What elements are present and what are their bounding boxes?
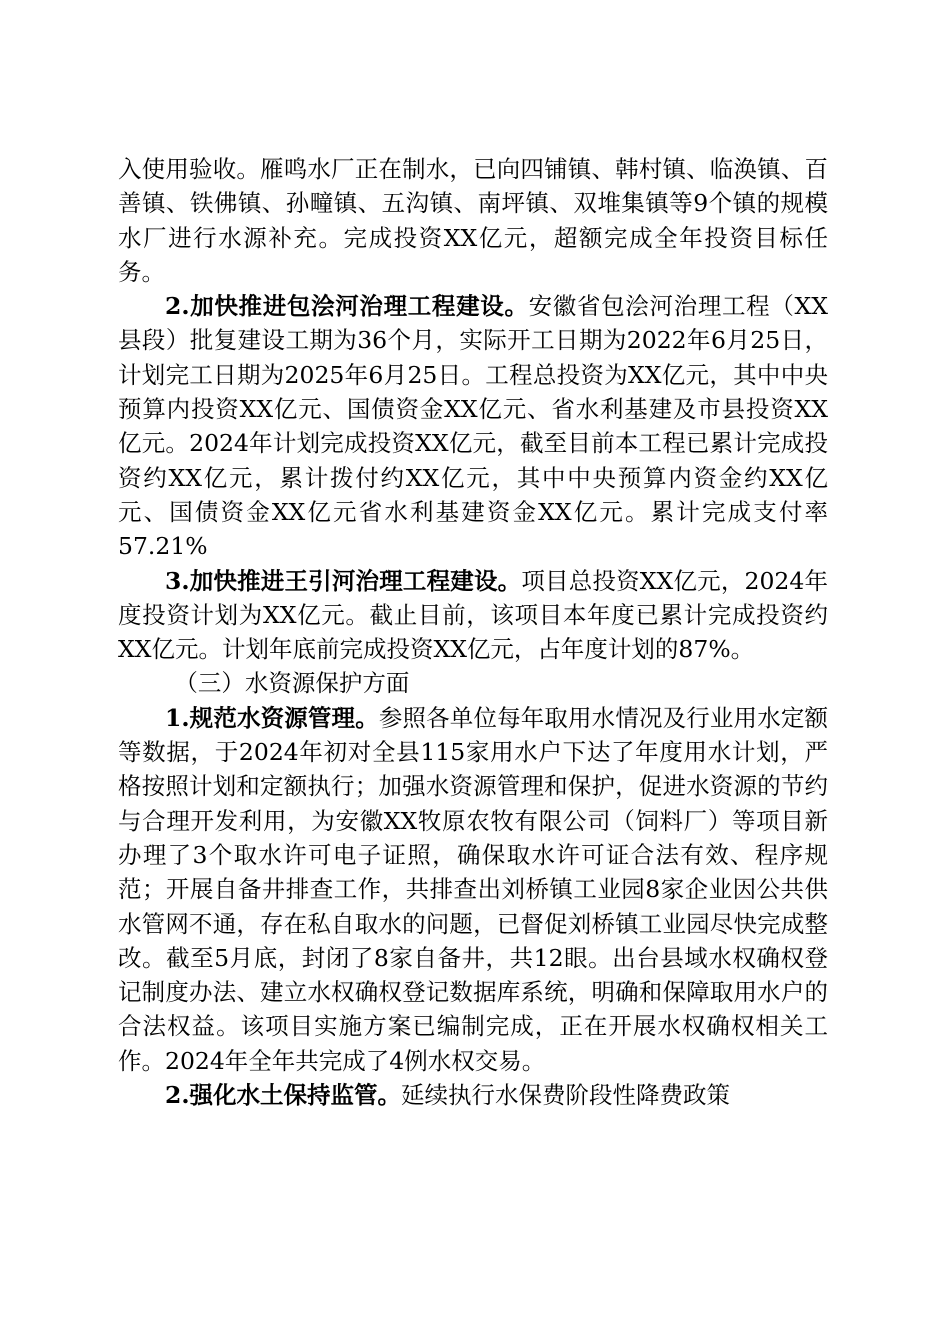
section-heading-water-protection: [118, 666, 828, 700]
paragraph-text: 入使用验收。雁鸣水厂正在制水，已向四铺镇、韩村镇、临涣镇、百善镇、铁佛镇、孙疃镇、五沟镇、南坪镇、双堆集镇等9个镇的规模水厂进行水源补充。完成投资XX亿元，超额完成全年投资目标任务。: [118, 155, 828, 286]
paragraph-water-plant-supply: [118, 152, 828, 289]
paragraph-lead: 2.加快推进包浍河治理工程建设。: [165, 292, 529, 321]
document-body: [118, 152, 828, 1112]
paragraph-lead: 2.强化水土保持监管。: [165, 1081, 402, 1110]
paragraph-lead: 3.加快推进王引河治理工程建设。: [165, 566, 522, 595]
paragraph-text: 延续执行水保费阶段性降费政策: [401, 1081, 731, 1110]
paragraph-baohui-river: [118, 289, 828, 563]
paragraph-water-management: [118, 701, 828, 1078]
paragraph-text: 项目总投资XX亿元，2024年度投资计划为XX亿元。截止目前，该项目本年度已累计完成投资约XX亿元。计划年底前完成投资XX亿元，占年度计划的87%。: [118, 566, 828, 664]
paragraph-soil-conservation: [118, 1078, 828, 1112]
paragraph-wangyin-river: [118, 564, 828, 667]
paragraph-lead: 1.规范水资源管理。: [165, 703, 379, 732]
section-heading-text: （三）水资源保护方面: [174, 669, 410, 698]
paragraph-text: 安徽省包浍河治理工程（XX县段）批复建设工期为36个月，实际开工日期为2022年6月25日，计划完工日期为2025年6月25日。工程总投资为XX亿元，其中中央预算内投资XX亿元、国债资金XX亿元、省水利基建及市县投资XX亿元。2024年计划完成投资XX亿元，截至目前本工程已累计完成投资约XX亿元，累计拨付约XX亿元，其中中央预算内资金约XX亿元、国债资金XX亿元省水利基建资金XX亿元。累计完成支付率57.21%: [118, 292, 828, 561]
paragraph-text: 参照各单位每年取用水情况及行业用水定额等数据，于2024年初对全县115家用水户下达了年度用水计划，严格按照计划和定额执行；加强水资源管理和保护，促进水资源的节约与合理开发利用，为安徽XX牧原农牧有限公司（饲料厂）等项目新办理了3个取水许可电子证照，确保取水许可证合法有效、程序规范；开展自备井排查工作，共排查出刘桥镇工业园8家企业因公共供水管网不通，存在私自取水的问题，已督促刘桥镇工业园尽快完成整改。截至5月底，封闭了8家自备井，共12眼。出台县域水权确权登记制度办法、建立水权确权登记数据库系统，明确和保障取用水户的合法权益。该项目实施方案已编制完成，正在开展水权确权相关工作。2024年全年共完成了4例水权交易。: [118, 703, 828, 1075]
